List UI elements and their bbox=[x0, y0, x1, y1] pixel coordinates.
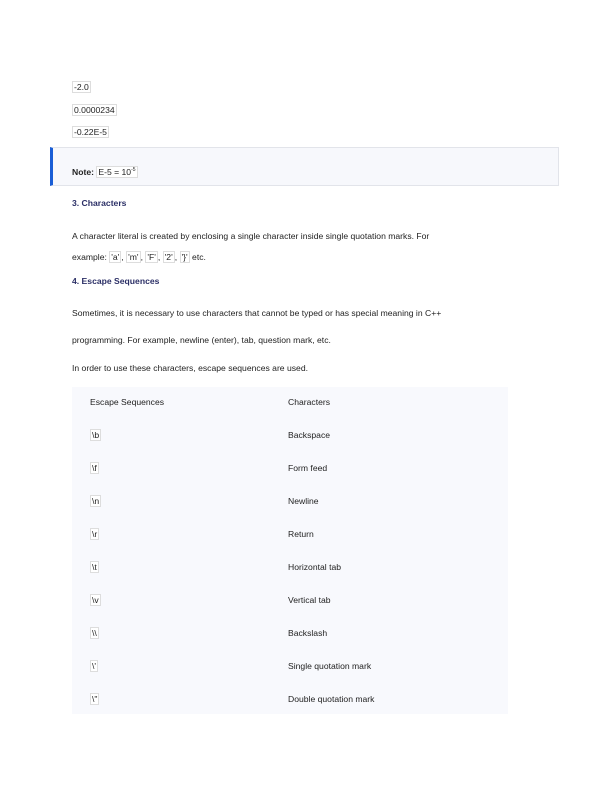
table-row bbox=[72, 528, 508, 540]
paragraph: example: 'a' , 'm' , 'F' , '2' , '}' etc. bbox=[72, 252, 206, 262]
note-label: Note: bbox=[72, 167, 94, 177]
paragraph: In order to use these characters, escape sequences are used. bbox=[72, 363, 308, 373]
escape-code: \r bbox=[92, 529, 98, 539]
paragraph: Sometimes, it is necessary to use characters that cannot be typed or has special meaning in C++ bbox=[72, 308, 442, 318]
section-heading-escape-sequences: 4. Escape Sequences bbox=[72, 276, 160, 286]
escape-code: \t bbox=[92, 562, 97, 572]
character-name: Form feed bbox=[288, 463, 328, 473]
character-name: Horizontal tab bbox=[288, 562, 342, 572]
character-name: Backspace bbox=[288, 430, 331, 440]
table-row bbox=[72, 627, 508, 639]
table-row bbox=[72, 495, 508, 507]
table-row bbox=[72, 693, 508, 705]
escape-code: \f bbox=[92, 463, 97, 473]
character-name: Return bbox=[288, 529, 314, 539]
character-name: Backslash bbox=[288, 628, 328, 638]
table-row bbox=[72, 660, 508, 672]
number-literal: 0.0000234 bbox=[74, 105, 115, 115]
number-literal: -2.0 bbox=[74, 82, 89, 92]
character-name: Double quotation mark bbox=[288, 694, 375, 704]
paragraph: A character literal is created by enclosing a single character inside single quotation marks. For bbox=[72, 231, 430, 241]
note-expression: $E-5 = 10^{-5}$ bbox=[98, 167, 136, 177]
table-row bbox=[72, 429, 508, 441]
escape-code: \v bbox=[92, 595, 99, 605]
table-row bbox=[72, 462, 508, 474]
escape-code: \b bbox=[92, 430, 100, 440]
table-row bbox=[72, 594, 508, 606]
escape-code: \\ bbox=[92, 628, 97, 638]
table-header: Escape Sequences Characters bbox=[90, 397, 331, 407]
character-name: Newline bbox=[288, 496, 319, 506]
number-literal: -0.22E-5 bbox=[74, 127, 107, 137]
escape-code: \' bbox=[92, 661, 97, 671]
escape-sequence-table bbox=[72, 387, 508, 714]
escape-code: \n bbox=[92, 496, 100, 506]
escape-code: \" bbox=[92, 694, 98, 704]
note-box bbox=[50, 147, 559, 186]
character-name: Vertical tab bbox=[288, 595, 331, 605]
table-row bbox=[72, 561, 508, 573]
paragraph: programming. For example, newline (enter), tab, question mark, etc. bbox=[72, 335, 331, 345]
character-name: Single quotation mark bbox=[288, 661, 372, 671]
section-heading-characters: 3. Characters bbox=[72, 198, 127, 208]
